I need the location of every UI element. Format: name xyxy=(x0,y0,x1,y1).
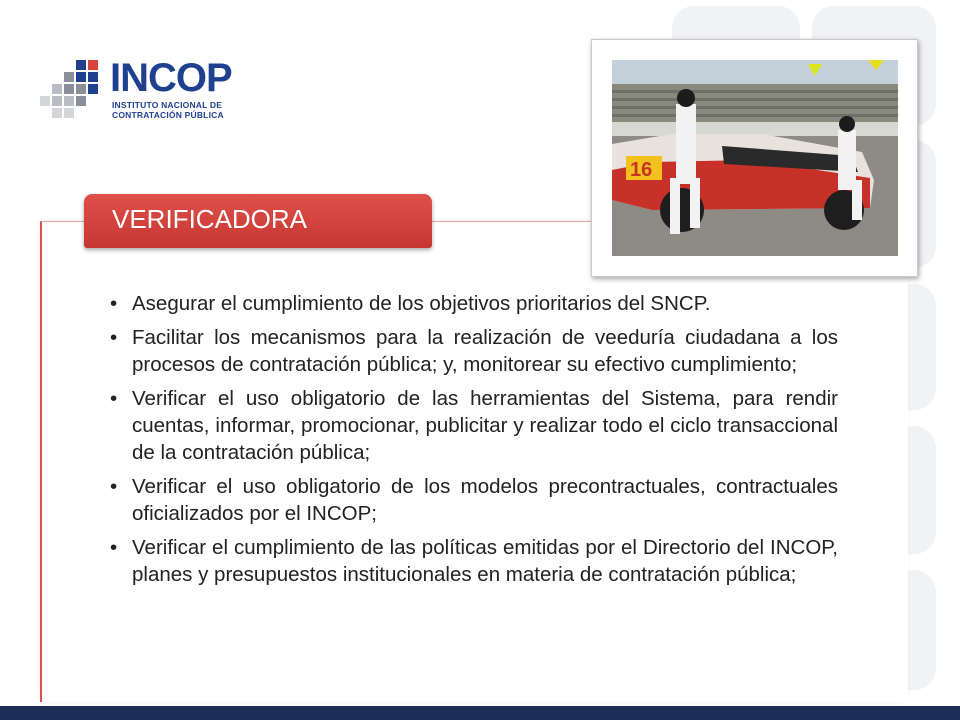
section-tab xyxy=(84,194,432,248)
list-item: • Asegurar el cumplimiento de los objetivos prioritarios del SNCP. xyxy=(108,290,838,317)
logo-subtitle-line1: INSTITUTO NACIONAL DE xyxy=(112,100,223,110)
car-number: 16 xyxy=(630,159,653,181)
list-item: • Verificar el uso obligatorio de los modelos precontractuales, contractuales oficializados por el INCOP; xyxy=(108,473,838,527)
section-tab-label: VERIFICADORA xyxy=(112,204,308,234)
incop-logo xyxy=(40,56,260,126)
race-car-image xyxy=(612,60,898,256)
logo-subtitle xyxy=(112,100,224,120)
pit-stop-photo xyxy=(612,60,898,256)
logo-subtitle-line2: CONTRATACIÓN PÚBLICA xyxy=(112,110,224,120)
list-item: • Verificar el cumplimiento de las políticas emitidas por el Directorio del INCOP, planes y presupuestos institucionales en materia de contratación pública; xyxy=(108,534,838,588)
list-item: • Verificar el uso obligatorio de las herramientas del Sistema, para rendir cuentas, informar, promocionar, publicitar y realizar todo el ciclo transaccional de la contratación pública; xyxy=(108,385,838,466)
list-item: • Facilitar los mecanismos para la realización de veeduría ciudadana a los procesos de contratación pública; y, monitorear su efectivo cumplimiento; xyxy=(108,324,838,378)
footer-bar xyxy=(0,706,960,720)
photo-frame xyxy=(591,39,918,277)
logo-mark-icon xyxy=(40,56,110,122)
logo-name: INCOP xyxy=(110,56,232,100)
responsibilities-list xyxy=(108,290,838,595)
